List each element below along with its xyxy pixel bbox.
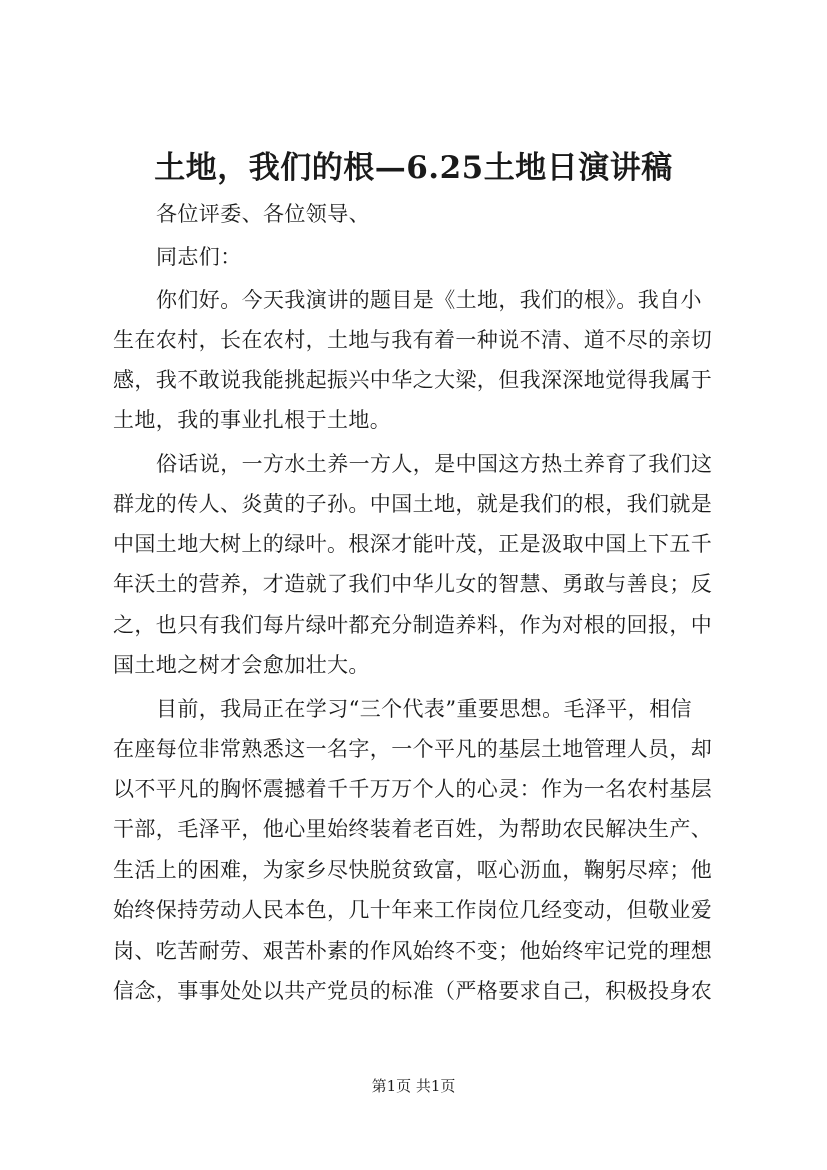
paragraph-1-line-2: 生在农村，长在农村，土地与我有着一种说不清、道不尽的亲切 <box>113 328 713 352</box>
page-number-footer: 第1页 共1页 <box>371 1077 456 1095</box>
paragraph-3-line-5: 生活上的困难，为家乡尽快脱贫致富，呕心沥血，鞠躬尽瘁；他 <box>113 858 713 882</box>
paragraph-3-line-6: 始终保持劳动人民本色，几十年来工作岗位几经变动，但敬业爱 <box>113 898 713 922</box>
paragraph-3-line-2: 在座每位非常熟悉这一名字，一个平凡的基层土地管理人员，却 <box>113 737 713 761</box>
paragraph-2-line-5: 之，也只有我们每片绿叶都充分制造养料，作为对根的回报，中 <box>113 613 713 637</box>
paragraph-3-line-8: 信念，事事处处以共产党员的标准（严格要求自己，积极投身农 <box>113 979 713 1003</box>
paragraph-3-line-3: 以不平凡的胸怀震撼着千千万万个人的心灵：作为一名农村基层 <box>113 777 713 801</box>
paragraph-1-line-3: 感，我不敢说我能挑起振兴中华之大梁，但我深深地觉得我属于 <box>113 368 713 392</box>
paragraph-1-line-4: 土地，我的事业扎根于土地。 <box>113 408 392 432</box>
paragraph-2-line-6: 国土地之树才会愈加壮大。 <box>113 653 370 677</box>
paragraph-3-line-4: 干部，毛泽平，他心里始终装着老百姓，为帮助农民解决生产、 <box>113 817 713 841</box>
paragraph-2-line-2: 群龙的传人、炎黄的子孙。中国土地，就是我们的根，我们就是 <box>113 492 713 516</box>
paragraph-1-line-1: 你们好。今天我演讲的题目是《土地，我们的根》。我自小 <box>156 288 702 312</box>
salutation-line-2: 同志们： <box>156 245 242 269</box>
paragraph-2-line-3: 中国土地大树上的绿叶。根深才能叶茂，正是汲取中国上下五千 <box>113 532 713 556</box>
paragraph-3-line-7: 岗、吃苦耐劳、艰苦朴素的作风始终不变；他始终牢记党的理想 <box>113 939 713 963</box>
paragraph-2-line-1: 俗话说，一方水土养一方人，是中国这方热土养育了我们这 <box>156 452 713 476</box>
salutation-line-1: 各位评委、各位领导、 <box>156 202 370 226</box>
paragraph-2-line-4: 年沃土的营养，才造就了我们中华儿女的智慧、勇敢与善良；反 <box>113 572 713 596</box>
document-title: 土地，我们的根—6.25土地日演讲稿 <box>154 150 673 186</box>
paragraph-3-line-1: 目前，我局正在学习“三个代表”重要思想。毛泽平，相信 <box>156 697 692 721</box>
